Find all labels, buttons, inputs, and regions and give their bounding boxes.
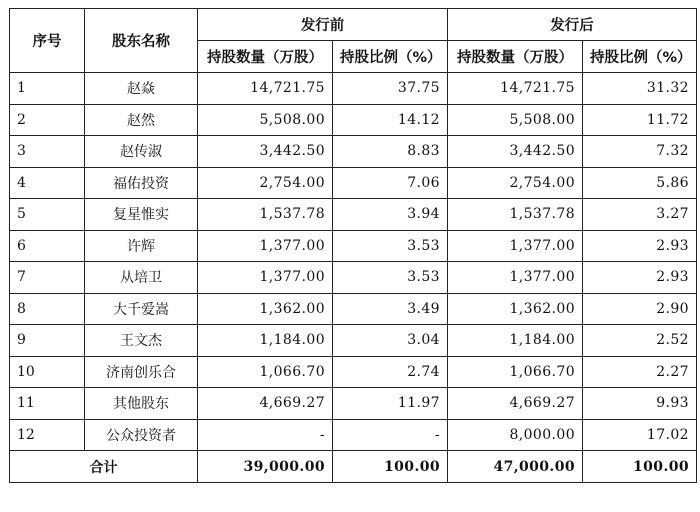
ratio-after-cell: 2.93	[583, 230, 697, 262]
shareholder-table	[9, 8, 697, 483]
table-row	[10, 293, 697, 325]
name-cell: 赵焱	[85, 73, 198, 105]
seq-cell: 11	[10, 388, 85, 420]
header-before: 发行前	[198, 9, 448, 41]
header-shares-after: 持股数量（万股）	[448, 41, 583, 73]
table-row	[10, 136, 697, 168]
ratio-before-cell: 37.75	[333, 73, 448, 105]
shares-after-cell: 1,066.70	[448, 356, 583, 388]
seq-cell: 12	[10, 419, 85, 451]
shares-after-cell: 5,508.00	[448, 104, 583, 136]
ratio-after-cell: 9.93	[583, 388, 697, 420]
total-shares-after: 47,000.00	[448, 451, 583, 483]
total-ratio-before: 100.00	[333, 451, 448, 483]
ratio-after-cell: 2.90	[583, 293, 697, 325]
shares-after-cell: 1,184.00	[448, 325, 583, 357]
total-ratio-after: 100.00	[583, 451, 697, 483]
seq-cell: 9	[10, 325, 85, 357]
shares-before-cell: 4,669.27	[198, 388, 333, 420]
table-row	[10, 199, 697, 231]
table-body	[10, 73, 697, 483]
shares-after-cell: 8,000.00	[448, 419, 583, 451]
ratio-after-cell: 3.27	[583, 199, 697, 231]
shares-before-cell: 1,377.00	[198, 230, 333, 262]
seq-cell: 7	[10, 262, 85, 294]
table-row	[10, 325, 697, 357]
total-label: 合计	[10, 451, 198, 483]
shares-after-cell: 1,362.00	[448, 293, 583, 325]
ratio-before-cell: 2.74	[333, 356, 448, 388]
ratio-after-cell: 31.32	[583, 73, 697, 105]
ratio-after-cell: 11.72	[583, 104, 697, 136]
header-shares-before: 持股数量（万股）	[198, 41, 333, 73]
shares-before-cell: 14,721.75	[198, 73, 333, 105]
shareholder-table-container	[9, 8, 696, 483]
header-ratio-after: 持股比例（%）	[583, 41, 697, 73]
ratio-after-cell: 2.27	[583, 356, 697, 388]
header-seq: 序号	[10, 9, 85, 73]
header-after: 发行后	[448, 9, 697, 41]
seq-cell: 8	[10, 293, 85, 325]
header-ratio-before: 持股比例（%）	[333, 41, 448, 73]
table-row	[10, 388, 697, 420]
seq-cell: 6	[10, 230, 85, 262]
name-cell: 赵传淑	[85, 136, 198, 168]
ratio-before-cell: -	[333, 419, 448, 451]
table-row	[10, 419, 697, 451]
name-cell: 复星惟实	[85, 199, 198, 231]
ratio-after-cell: 2.93	[583, 262, 697, 294]
shares-before-cell: 1,184.00	[198, 325, 333, 357]
ratio-before-cell: 14.12	[333, 104, 448, 136]
seq-cell: 5	[10, 199, 85, 231]
shares-before-cell: 3,442.50	[198, 136, 333, 168]
shares-after-cell: 14,721.75	[448, 73, 583, 105]
shares-before-cell: 1,362.00	[198, 293, 333, 325]
ratio-after-cell: 5.86	[583, 167, 697, 199]
total-row	[10, 451, 697, 483]
shares-after-cell: 4,669.27	[448, 388, 583, 420]
ratio-before-cell: 3.94	[333, 199, 448, 231]
table-row	[10, 262, 697, 294]
shares-after-cell: 3,442.50	[448, 136, 583, 168]
seq-cell: 2	[10, 104, 85, 136]
name-cell: 王文杰	[85, 325, 198, 357]
shares-before-cell: 2,754.00	[198, 167, 333, 199]
name-cell: 赵然	[85, 104, 198, 136]
name-cell: 许辉	[85, 230, 198, 262]
table-row	[10, 73, 697, 105]
seq-cell: 10	[10, 356, 85, 388]
ratio-after-cell: 7.32	[583, 136, 697, 168]
seq-cell: 3	[10, 136, 85, 168]
header-name: 股东名称	[85, 9, 198, 73]
ratio-after-cell: 17.02	[583, 419, 697, 451]
seq-cell: 4	[10, 167, 85, 199]
table-row	[10, 167, 697, 199]
shares-before-cell: 1,377.00	[198, 262, 333, 294]
ratio-before-cell: 11.97	[333, 388, 448, 420]
shares-after-cell: 2,754.00	[448, 167, 583, 199]
shares-before-cell: 5,508.00	[198, 104, 333, 136]
table-row	[10, 356, 697, 388]
table-row	[10, 104, 697, 136]
shares-before-cell: -	[198, 419, 333, 451]
ratio-before-cell: 3.49	[333, 293, 448, 325]
ratio-after-cell: 2.52	[583, 325, 697, 357]
name-cell: 其他股东	[85, 388, 198, 420]
shares-before-cell: 1,537.78	[198, 199, 333, 231]
name-cell: 从培卫	[85, 262, 198, 294]
shares-after-cell: 1,377.00	[448, 230, 583, 262]
ratio-before-cell: 8.83	[333, 136, 448, 168]
ratio-before-cell: 3.04	[333, 325, 448, 357]
seq-cell: 1	[10, 73, 85, 105]
shares-after-cell: 1,377.00	[448, 262, 583, 294]
name-cell: 公众投资者	[85, 419, 198, 451]
shares-before-cell: 1,066.70	[198, 356, 333, 388]
table-row	[10, 230, 697, 262]
header-row-top	[10, 9, 697, 41]
name-cell: 济南创乐合	[85, 356, 198, 388]
shares-after-cell: 1,537.78	[448, 199, 583, 231]
name-cell: 福佑投资	[85, 167, 198, 199]
name-cell: 大千爱嵩	[85, 293, 198, 325]
total-shares-before: 39,000.00	[198, 451, 333, 483]
ratio-before-cell: 3.53	[333, 230, 448, 262]
ratio-before-cell: 3.53	[333, 262, 448, 294]
ratio-before-cell: 7.06	[333, 167, 448, 199]
